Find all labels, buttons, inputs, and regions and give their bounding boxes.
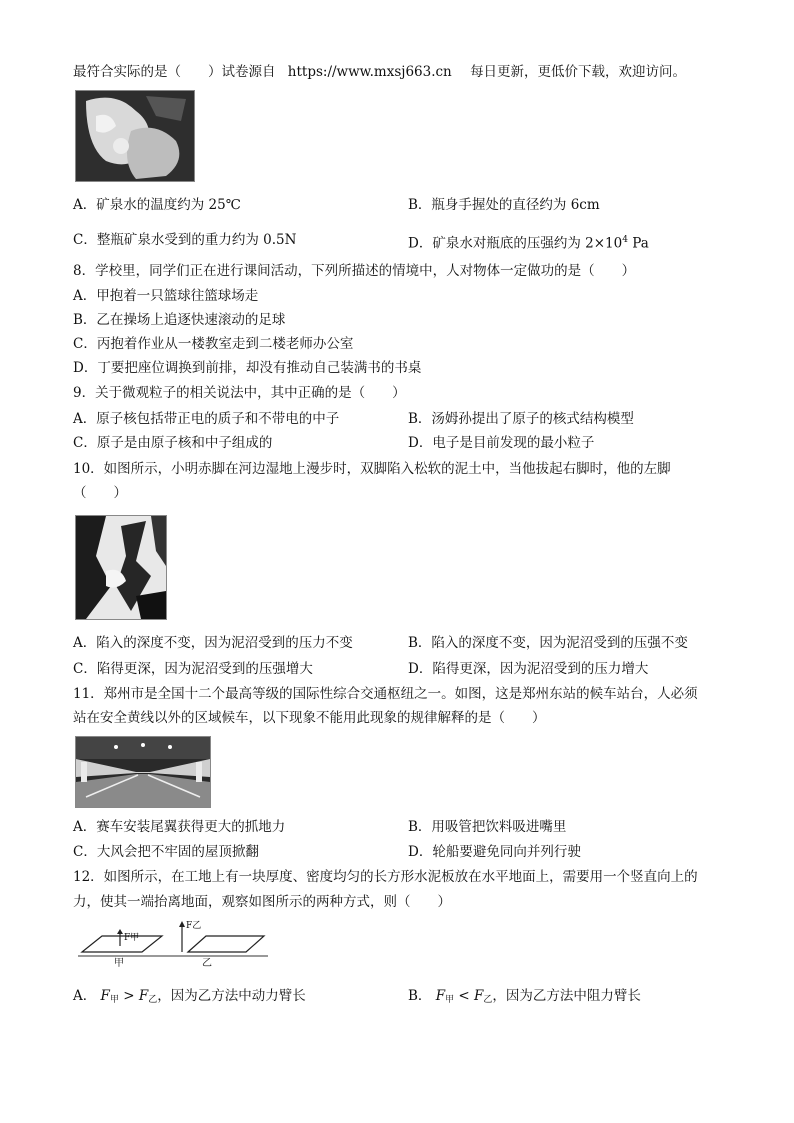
relation-lt: < [458, 988, 470, 1004]
q10-stem-line1: 10．如图所示，小明赤脚在河边湿地上漫步时，双脚陷入松软的泥土中，当他拔起右脚时，他的左脚 [73, 461, 671, 477]
q10-stem-line2: （ ） [73, 485, 127, 501]
subscript-jia: 甲 [445, 995, 455, 1005]
force-label-yi: F乙 [186, 921, 202, 931]
ad-text: 每日更新，更低价下载，欢迎访问。 [470, 64, 687, 80]
source-url[interactable]: https://www.mxsj663.cn [287, 64, 452, 80]
q9-option-a: A．原子核包括带正电的质子和不带电的中子 [73, 411, 340, 427]
q9-option-c: C．原子是由原子核和中子组成的 [73, 435, 273, 451]
q10-option-a: A．陷入的深度不变，因为泥沼受到的压力不变 [73, 635, 353, 651]
q8-option-c: C．丙抱着作业从一楼教室走到二楼老师办公室 [73, 336, 354, 352]
subscript-yi: 乙 [148, 995, 158, 1005]
q12-option-b [408, 987, 641, 1009]
q11-stem-line1: 11．郑州市是全国十二个最高等级的国际性综合交通枢纽之一。如图，这是郑州东站的候车站台，人必须 [73, 686, 698, 702]
q7-option-a: A．矿泉水的温度约为 25℃ [73, 197, 241, 213]
q11-option-a: A．赛车安装尾翼获得更大的抓地力 [73, 819, 286, 835]
header-line [73, 63, 686, 81]
q10-option-d: D．陷得更深，因为泥沼受到的压力增大 [408, 661, 649, 677]
q7-option-d [408, 231, 649, 253]
q11-option-d: D．轮船要避免同向并列行驶 [408, 844, 581, 860]
q8-stem: 8．学校里，同学们正在进行课间活动，下列所描述的情境中，人对物体一定做功的是（ ） [73, 263, 636, 279]
q12-option-a-text: ，因为乙方法中动力臂长 [157, 988, 306, 1004]
q7-stem-tail: 最符合实际的是（ ）试卷源自 [73, 64, 276, 80]
q12-option-b-text: ，因为乙方法中阻力臂长 [492, 988, 641, 1004]
q12-stem-line2: 力，使其一端抬离地面，观察如图所示的两种方式，则（ ） [73, 894, 451, 910]
q8-option-a: A．甲抱着一只篮球往篮球场走 [73, 288, 259, 304]
f-symbol: F [138, 988, 149, 1004]
q11-stem-line2: 站在安全黄线以外的区域候车，以下现象不能用此现象的规律解释的是（ ） [73, 710, 546, 726]
q7-option-b: B．瓶身手握处的直径约为 6cm [408, 197, 600, 213]
q7-option-d-unit: Pa [632, 235, 649, 252]
q12-option-b-label: B． [408, 988, 432, 1004]
q12-option-a-label: A． [73, 988, 97, 1004]
f-symbol: F [100, 988, 110, 1004]
subscript-jia: 甲 [109, 995, 119, 1005]
q10-option-c: C．陷得更深，因为泥沼受到的压强增大 [73, 661, 313, 677]
q11-option-b: B．用吸管把饮料吸进嘴里 [408, 819, 567, 835]
q12-stem-line1: 12．如图所示，在工地上有一块厚度、密度均匀的长方形水泥板放在水平地面上，需要用一个竖直向上的 [73, 869, 698, 885]
q11-option-c: C．大风会把不牢固的屋顶掀翻 [73, 844, 259, 860]
footprint-photo [75, 515, 167, 620]
slab-figure [78, 918, 268, 969]
q10-option-b: B．陷入的深度不变，因为泥沼受到的压强不变 [408, 635, 688, 651]
f-symbol: F [474, 988, 484, 1004]
q7-option-d-text: D．矿泉水对瓶底的压强约为 2×10 [408, 235, 623, 252]
q8-option-b: B．乙在操场上追逐快速滚动的足球 [73, 312, 286, 328]
figure-label-yi: 乙 [202, 958, 212, 969]
q9-stem: 9．关于微观粒子的相关说法中，其中正确的是（ ） [73, 385, 406, 401]
q9-option-b: B．汤姆孙提出了原子的核式结构模型 [408, 411, 634, 427]
relation-gt: > [123, 988, 135, 1004]
station-platform-photo [75, 736, 211, 808]
q7-option-d-exponent: 4 [622, 235, 628, 245]
q7-option-c: C．整瓶矿泉水受到的重力约为 0.5N [73, 232, 297, 248]
figure-label-jia: 甲 [114, 958, 124, 969]
f-symbol: F [435, 988, 446, 1004]
force-label-jia: F甲 [124, 933, 140, 943]
q9-option-d: D．电子是目前发现的最小粒子 [408, 435, 595, 451]
q8-option-d: D．丁要把座位调换到前排，却没有推动自己装满书的书桌 [73, 360, 422, 376]
bottle-photo [75, 90, 195, 182]
subscript-yi: 乙 [483, 995, 493, 1005]
q12-option-a [73, 987, 306, 1009]
